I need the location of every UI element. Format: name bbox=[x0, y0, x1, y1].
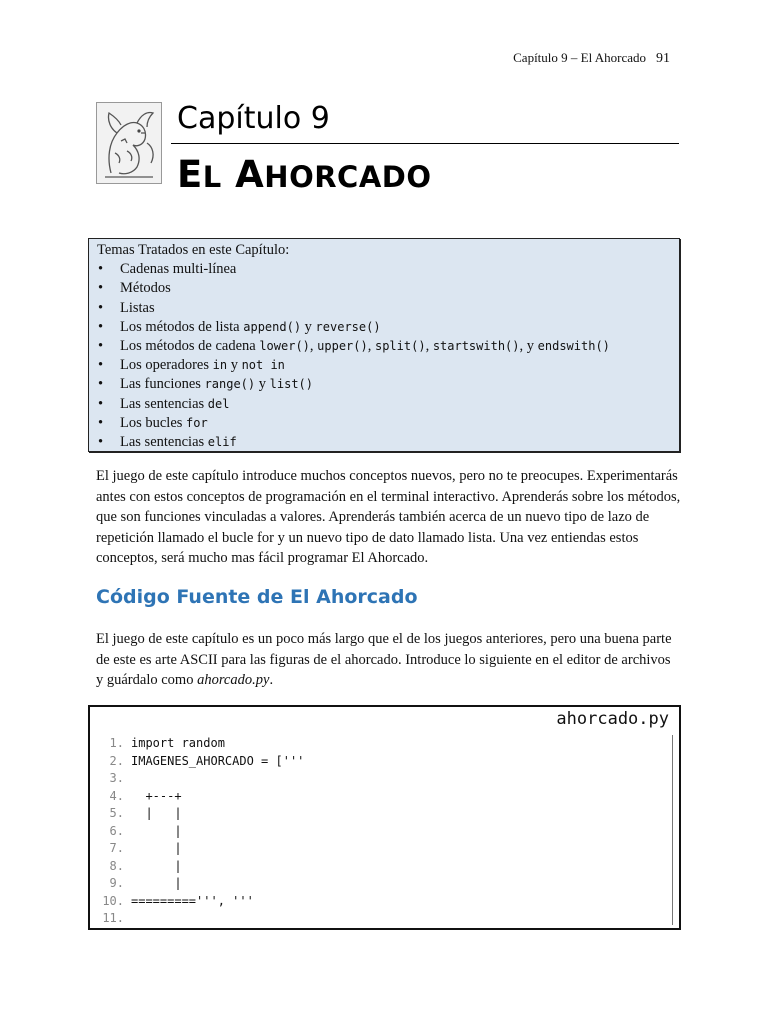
line-text: | bbox=[131, 823, 182, 838]
code-listing bbox=[88, 705, 681, 930]
line-number: 4. bbox=[109, 788, 124, 803]
topic-text: Los métodos de lista bbox=[120, 318, 244, 335]
topic-code: append() bbox=[243, 319, 302, 334]
dragon-icon bbox=[96, 102, 162, 184]
page-number: 91 bbox=[656, 51, 670, 66]
code-line bbox=[102, 805, 304, 823]
chapter-title-part: L bbox=[202, 160, 222, 194]
chapter-rule bbox=[171, 143, 679, 144]
line-text: import random bbox=[131, 736, 225, 750]
topic-code: reverse() bbox=[315, 319, 381, 334]
topic-code: not in bbox=[241, 358, 285, 373]
line-text: | bbox=[131, 876, 182, 890]
line-number: 3. bbox=[109, 771, 124, 785]
line-number: 2. bbox=[109, 753, 124, 768]
topic-text: Los operadores bbox=[120, 357, 213, 374]
running-title: Capítulo 9 – El Ahorcado bbox=[513, 50, 646, 65]
code-line bbox=[102, 823, 304, 841]
topic-code: upper() bbox=[317, 339, 368, 354]
topic-text: Las sentencias bbox=[120, 395, 208, 412]
topic-item bbox=[97, 395, 671, 414]
code-filename: ahorcado.py bbox=[556, 709, 669, 729]
chapter-title-part: HORCADO bbox=[264, 160, 432, 194]
topic-code: list() bbox=[269, 377, 313, 392]
topic-item bbox=[97, 279, 671, 298]
topic-code: elif bbox=[207, 435, 237, 450]
code-line bbox=[102, 910, 304, 928]
chapter-title-part: A bbox=[235, 153, 265, 196]
line-number: 6. bbox=[109, 823, 124, 838]
topic-text: Las sentencias bbox=[120, 434, 208, 451]
code-lines bbox=[102, 735, 304, 928]
topic-text: , bbox=[367, 338, 375, 355]
source-filename: ahorcado.py bbox=[197, 672, 270, 688]
line-number: 9. bbox=[109, 876, 124, 890]
topic-text: , bbox=[425, 338, 433, 355]
topic-text: y bbox=[255, 376, 270, 393]
intro-paragraph: El juego de este capítulo introduce muchos conceptos nuevos, pero no te preocupes. Experimentarás antes con estos conceptos de programación en el terminal interactivo. Aprenderás sobre los métodos, que son funciones vinculadas a valores. Aprenderás también acerca de un nuevo tipo de lazo de repetición llamado el bucle for y un nuevo tipo de dato llamado lista. Una vez entiendas estos conceptos, será mucho mas fácil programar El Ahorcado. bbox=[96, 468, 681, 566]
source-paragraph bbox=[96, 629, 681, 691]
topic-code: startswith() bbox=[432, 339, 520, 354]
line-number: 7. bbox=[109, 841, 124, 855]
line-number: 11. bbox=[102, 911, 124, 925]
topic-item bbox=[97, 260, 671, 279]
source-paragraph-text: . bbox=[269, 672, 274, 688]
topics-box bbox=[88, 238, 680, 452]
topic-code: endswith() bbox=[537, 339, 610, 354]
topic-text: Los bucles bbox=[120, 414, 187, 431]
topics-intro: Temas Tratados en este Capítulo: bbox=[97, 242, 290, 258]
chapter-title-part: E bbox=[177, 153, 203, 196]
code-line bbox=[102, 875, 304, 893]
line-number: 8. bbox=[109, 858, 124, 873]
topic-text: Cadenas multi-línea bbox=[120, 261, 237, 278]
chapter-title bbox=[177, 153, 432, 196]
code-line bbox=[102, 735, 304, 753]
topic-text: , bbox=[309, 338, 318, 355]
topic-text: Las funciones bbox=[120, 376, 205, 393]
line-text: | bbox=[131, 858, 182, 873]
topic-item bbox=[97, 318, 671, 337]
source-paragraph-text: El juego de este capítulo es un poco más largo que el de los juegos anteriores, pero una buena parte de este es arte ASCII para las figuras de el ahorcado. Introduce lo siguiente en el editor de archivos y guárdalo como bbox=[96, 631, 672, 688]
chapter-label: Capítulo 9 bbox=[177, 101, 330, 136]
topic-code: lower() bbox=[259, 339, 310, 354]
code-line bbox=[102, 788, 304, 806]
topic-text: y bbox=[301, 318, 316, 335]
running-header bbox=[513, 50, 670, 67]
topic-item bbox=[97, 356, 671, 375]
line-text: +---+ bbox=[131, 788, 182, 803]
topic-text: , y bbox=[519, 338, 538, 355]
code-divider bbox=[672, 735, 673, 925]
topic-item bbox=[97, 375, 671, 394]
code-line bbox=[102, 840, 304, 858]
topics-list bbox=[97, 260, 671, 452]
code-line bbox=[102, 858, 304, 876]
line-text: =========''', ''' bbox=[131, 893, 254, 908]
code-line bbox=[102, 770, 304, 788]
line-number: 5. bbox=[109, 806, 124, 820]
topic-item bbox=[97, 337, 671, 356]
topic-code: split() bbox=[374, 339, 426, 354]
topic-item bbox=[97, 433, 671, 452]
section-heading: Código Fuente de El Ahorcado bbox=[96, 586, 418, 608]
line-text: | bbox=[131, 841, 182, 855]
line-number: 10. bbox=[102, 893, 124, 908]
code-line bbox=[102, 893, 304, 911]
topic-code: in bbox=[212, 358, 228, 373]
topic-code: for bbox=[186, 415, 208, 430]
topic-item bbox=[97, 414, 671, 433]
topic-text: Los métodos de cadena bbox=[120, 338, 260, 355]
line-text: IMAGENES_AHORCADO = [''' bbox=[131, 753, 305, 768]
topic-code: range() bbox=[204, 377, 256, 392]
topic-text: y bbox=[227, 357, 242, 374]
topic-item bbox=[97, 299, 671, 318]
line-number: 1. bbox=[109, 736, 124, 750]
code-line bbox=[102, 753, 304, 771]
topic-text: Listas bbox=[120, 299, 155, 316]
line-text: | | bbox=[131, 806, 182, 820]
topic-text: Métodos bbox=[120, 280, 171, 297]
topic-code: del bbox=[207, 396, 230, 411]
